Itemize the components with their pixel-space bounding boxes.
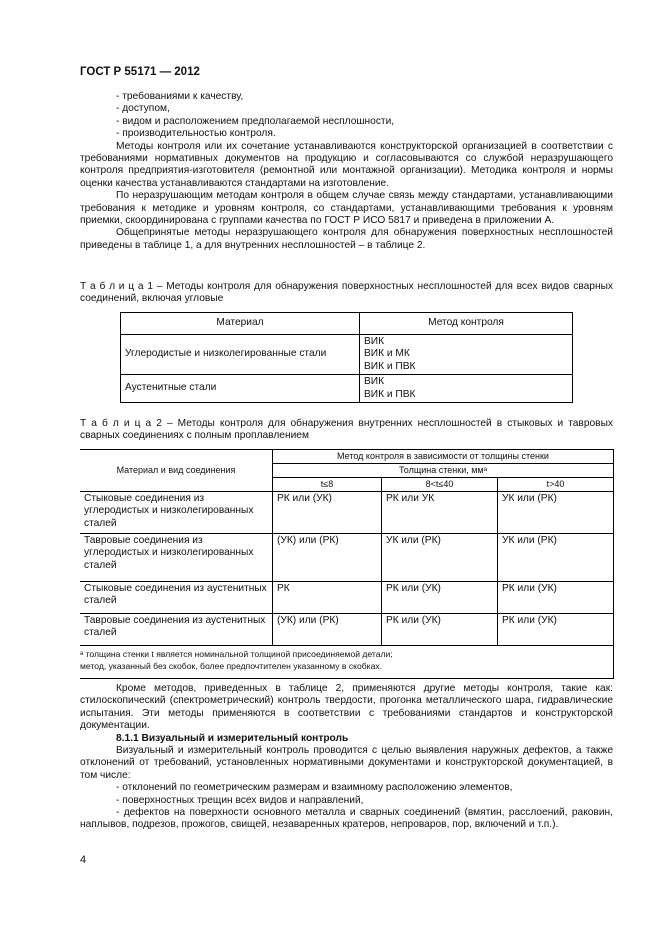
table-header-material: Материал — [121, 313, 360, 335]
paragraph: Кроме методов, приведенных в таблице 2, применяются другие методы контроля, такие как: стилоскопический (спектрометрический) контроль твердости, прогонка металлического шара, гидравлические испытания. Эти методы применяются в соответствии с требованиями стандартов и конструкторской документации. — [80, 683, 613, 732]
paragraph: По неразрушающим методам контроля в общем случае связь между стандартами, устанавливающими требования к методике и уровням контроля, со стандартами, устанавливающими требования к уровням приемки, скоординирована с группами качества по ГОСТ Р ИСО 5817 и приведена в приложении А. — [80, 190, 613, 227]
table-row: Тавровые соединения из углеродистых и низколегированных сталей (УК) или (РК) УК или (РК) УК или (РК) — [80, 534, 614, 582]
paragraph: Визуальный и измерительный контроль проводится с целью выявления наружных дефектов, а также отклонений от требований, установленных нормативными документами и конструкторской документацией, в том числе: — [80, 745, 613, 781]
list-item: - дефектов на поверхности основного металла и сварных соединений (вмятин, расслоений, раковин, наплывов, подрезов, прожогов, свищей, незаваренных кратеров, непроваров, пор, включений и т.п.). — [80, 807, 613, 831]
table1-caption: Т а б л и ц а 1 – Методы контроля для обнаружения поверхностных несплошностей для всех видов сварных соединений, включая угловые — [80, 281, 613, 305]
page-number: 4 — [80, 854, 87, 866]
table-notes: ᵃ толщина стенки t является номинальной толщиной присоединяемой детали; метод, указанный без скобок, более предпочтителен указанному в скобках. — [80, 646, 614, 679]
table-internal-methods: Материал и вид соединения Метод контроля в зависимости от толщины стенки Толщина стенки, ммᵃ t≤8 8<t≤40 t>40 Стыковые соединения из углеродистых и низколегированных сталей РК или (УК) РК или УК УК или (РК) Тавровые соединения из углеродистых и низколегированных сталей (УК) или (РК) УК или (РК) УК или (РК) Стыковые соединения из аустенитных сталей РК РК или (УК) РК или (УК) Тавровые соединения из аустенитных сталей (УК) или (РК) РК или (УК) РК или (УК) ᵃ толщина стенки t является номинальной толщиной присоединяемой детали; метод, указанный без скобок, более предпочтителен указанному в скобках. — [80, 449, 614, 679]
list-item: - видом и расположением предполагаемой несплошности, — [116, 115, 395, 127]
table-row: Углеродистые и низколегированные стали ВИК ВИК и МК ВИК и ПВК — [121, 335, 573, 375]
list-item: - доступом, — [116, 103, 170, 115]
table-header-thickness: Толщина стенки, ммᵃ — [273, 464, 614, 478]
table-row: Стыковые соединения из углеродистых и низколегированных сталей РК или (УК) РК или УК УК или (РК) — [80, 492, 614, 534]
closing-block — [80, 683, 613, 832]
table-surface-methods — [120, 312, 573, 403]
list-item: - поверхностных трещин всех видов и направлений, — [116, 794, 364, 806]
section-heading: 8.1.1 Визуальный и измерительный контроль — [116, 732, 349, 744]
table2-caption: Т а б л и ц а 2 – Методы контроля для обнаружения внутренних несплошностей в стыковых и тавровых сварных соединениях с полным проплавлением — [80, 418, 613, 442]
table-row: Тавровые соединения из аустенитных сталей (УК) или (РК) РК или (УК) РК или (УК) — [80, 614, 614, 646]
intro-block — [80, 91, 613, 252]
document-header: ГОСТ Р 55171 — 2012 — [80, 66, 200, 78]
paragraph: Методы контроля или их сочетание устанавливаются конструкторской организацией в соответствии с требованиями нормативных документов на продукцию и согласовываются со службой неразрушающего контроля предприятия-изготовителя (ремонтной или монтажной организации). Методика контроля и нормы оценки качества устанавливаются стандартами на изготовление. — [80, 140, 613, 189]
list-item: - производительностью контроля. — [116, 128, 276, 140]
list-item: - отклонений по геометрическим размерам и взаимному расположению элементов, — [116, 782, 513, 794]
table-header-method: Метод контроля в зависимости от толщины стенки — [273, 450, 614, 464]
table-header-method: Метод контроля — [360, 313, 573, 335]
table-row: Аустенитные стали ВИК ВИК и ПВК — [121, 375, 573, 403]
table-header-material: Материал и вид соединения — [80, 450, 273, 492]
table-row: Стыковые соединения из аустенитных сталей РК РК или (УК) РК или (УК) — [80, 582, 614, 614]
paragraph: Общепринятые методы неразрушающего контроля для обнаружения поверхностных несплошностей приведены в таблице 1, а для внутренних несплошностей – в таблице 2. — [80, 227, 613, 251]
list-item: - требованиями к качеству, — [116, 91, 244, 102]
